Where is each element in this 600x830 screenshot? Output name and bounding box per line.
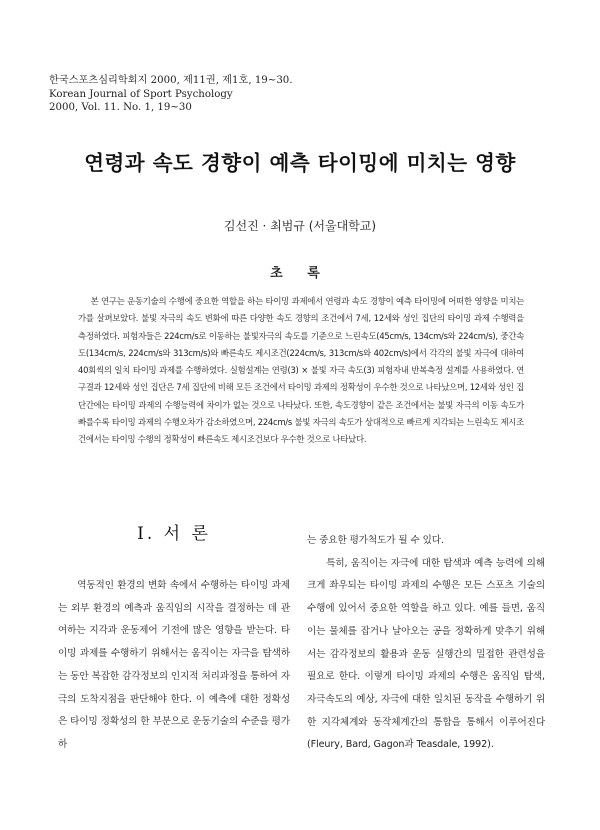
article-authors: 김선진 · 최범규 (서울대학교) [223,219,377,233]
abstract-body: 본 연구는 운동기술의 수행에 중요한 역할을 하는 타이밍 과제에서 연령과 속도 경향이 예측 타이밍에 어떠한 영향을 미치는가를 살펴보았다. 불빛 자극의 속도 변화에 따른 다양한 속도 경향의 조건에서 7세, 12세와 성인 집단의 타이밍 과제 수행력을 측정하였다. 피험자들은 224cm/s로 이동하는 불빛자극의 속도를 기준으로 느린속도(45cm/s, 134cm/s와 224cm/s), 중간속도(134cm/s, 224cm/s와 313cm/s)와 빠른속도 제시조건(224cm/s, 313cm/s와 402cm/s)에서 각각의 불빛 자극에 대하여 40회씩의 일치 타이밍 과제를 수행하였다. 실험설계는 연령(3) × 불빛 자극 속도(3) 피험자내 반복측정 설계를 사용하였다. 연구결과 12세와 성인 집단은 7세 집단에 비해 모든 조건에서 타이밍 과제의 정확성이 우수한 것으로 나타났으며, 12세와 성인 집단간에는 타이밍 과제의 수행능력에 차이가 없는 것으로 나타났다. 또한, 속도경향이 같은 조건에서는 불빛 자극의 이동 속도가 빠를수록 타이밍 과제의 수행오차가 감소하였으며, 224cm/s 불빛 자극의 속도가 상대적으로 빠르게 지각되는 느린속도 제시조건에서는 타이밍 수행의 정확성이 빠른속도 제시조건보다 우수한 것으로 나타났다. [78,296,524,445]
right-column [307,530,545,757]
intro-paragraph-1-continuation: 는 중요한 평가척도가 될 수 있다. [307,535,444,546]
abstract-heading: 초 록 [270,266,330,281]
intro-paragraph-2: 특히, 움직이는 자극에 대한 탐색과 예측 능력에 의해 크게 좌우되는 타이밍 과제의 수행은 모든 스포츠 기술의 수행에 있어서 중요한 역할을 하고 있다. 예를 들면, 움직이는 물체를 잡거나 날아오는 공을 정확하게 맞추기 위해서는 감각정보의 활용과 운동 실행간의 밀접한 관련성을 필요로 한다. 이렇게 타이밍 과제의 수행은 움직임 탐색, 자극속도의 예상, 자극에 대한 일치된 동작을 수행하기 위한 지각체계와 동작체계간의 통합을 통해서 이루어진다 (Fleury, Bard, Gagon과 Teasdale, 1992). [307,557,545,751]
left-column [58,575,290,757]
journal-english-citation: 2000, Vol. 11. No. 1, 19~30 [49,102,192,113]
intro-paragraph-1: 역동적인 환경의 변화 속에서 수행하는 타이밍 과제는 외부 환경의 예측과 움직임의 시작을 결정하는 데 관여하는 지각과 운동제어 기전에 많은 영향을 받는다. 타이밍 과제를 수행하기 위해서는 움직이는 자극을 탐색하는 동안 복잡한 감각정보의 인지적 처리과정을 통하여 자극의 도착지점을 판단해야 한다. 이 예측에 대한 정확성은 타이밍 정확성의 한 부분으로 운동기술의 수준을 평가하 [58,580,290,750]
journal-korean-citation: 한국스포츠심리학회지 2000, 제11권, 제1호, 19~30. [49,75,293,86]
journal-english-name: Korean Journal of Sport Psychology [49,88,233,100]
section-heading-introduction: Ⅰ. 서 론 [137,524,211,544]
journal-header [49,74,293,115]
article-title: 연령과 속도 경향이 예측 타이밍에 미치는 영향 [84,151,516,175]
